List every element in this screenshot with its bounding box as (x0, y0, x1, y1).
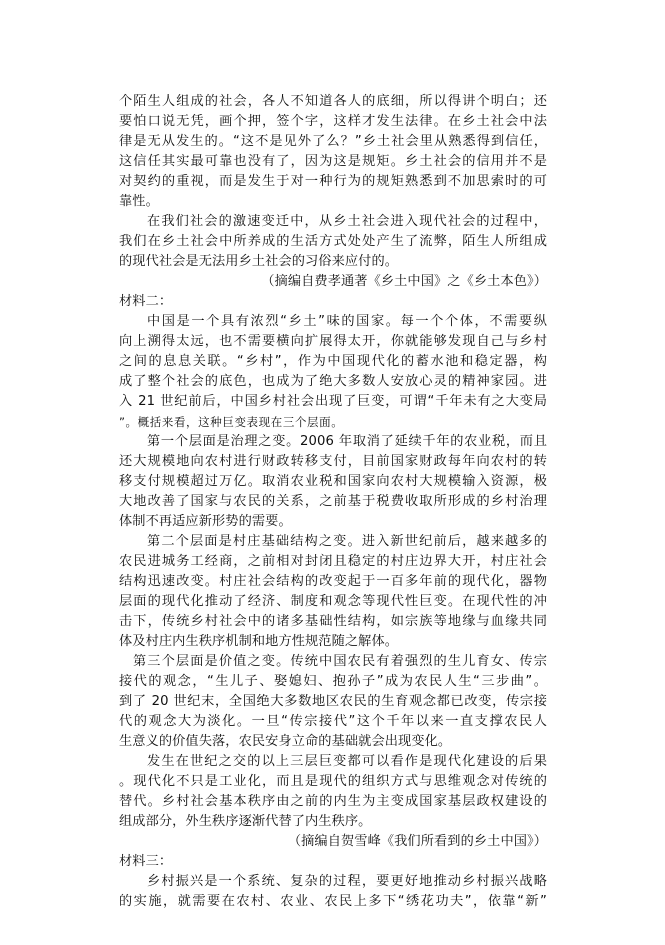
text-line: 靠性。 (119, 194, 159, 209)
text-line: 之间的息息关联。“乡村”，作为中国现代化的蓄水池和稳定器，构 (119, 354, 547, 369)
text-line: 乡村振兴是一个系统、复杂的过程，要更好地推动乡村振兴战略 (147, 874, 547, 889)
text-line: 结构迅速改变。村庄社会结构的改变起于一百多年前的现代化，器物 (119, 574, 547, 589)
text-line: 层面的现代化推动了经济、制度和观念等现代性巨变。在现代性的冲 (119, 594, 547, 609)
text-line: 还大规模地向农村进行财政转移支付，目前国家财政每年向农村的转 (119, 454, 547, 469)
text-line: 发生在世纪之交的以上三层巨变都可以看作是现代化建设的后果 (147, 754, 547, 769)
text-line: 的现代社会是无法用乡土社会的习俗来应付的。 (119, 254, 399, 269)
text-line: ”。概括来看，这种巨变表现在三个层面。 (119, 415, 344, 429)
citation: （摘编自贺雪峰《我们所看到的乡土中国》） (287, 834, 547, 849)
text-line: 的实施，就需要在农村、农业、农民上多下“绣花功夫”，依靠“新” (119, 894, 547, 909)
text-line: 第二个层面是村庄基础结构之变。进入新世纪前后，越来越多的 (147, 534, 547, 549)
text-line: 在我们社会的激速变迁中，从乡土社会进入现代社会的过程中， (147, 214, 547, 229)
text-line: 第一个层面是治理之变。2006 年取消了延续千年的农业税，而且 (147, 434, 547, 449)
text-line: 个陌生人组成的社会，各人不知道各人的底细，所以得讲个明白；还 (119, 94, 547, 109)
text-line: 组成部分，外生秩序逐渐代替了内生秩序。 (119, 814, 372, 829)
text-line: 第三个层面是价值之变。传统中国农民有着强烈的生儿育女、传宗 (133, 654, 547, 669)
citation: （摘编自费孝通著《乡土中国》之《乡土本色》） (261, 274, 547, 289)
text-line: 接代的观念，“生儿子、娶媳妇、抱孙子”成为农民人生“三步曲”。 (119, 674, 547, 689)
text-line: 成了整个社会的底色，也成为了绝大多数人安放心灵的精神家园。进 (119, 374, 547, 389)
text-line: 体及村庄内生秩序机制和地方性规范随之解体。 (119, 634, 399, 649)
text-line: 律是无从发生的。“这不是见外了么？”乡土社会里从熟悉得到信任， (119, 134, 547, 149)
text-line: 这信任其实最可靠也没有了，因为这是规矩。乡土社会的信用并不是 (119, 154, 547, 169)
text-line: 要怕口说无凭，画个押，签个字，这样才发生法律。在乡土社会中法 (119, 114, 547, 129)
text-line: 农民进城务工经商，之前相对封闭且稳定的村庄边界大开，村庄社会 (119, 554, 547, 569)
text-line: 我们在乡土社会中所养成的生活方式处处产生了流弊，陌生人所组成 (119, 234, 547, 249)
text-line: 到了 20 世纪末，全国绝大多数地区农民的生育观念都已改变，传宗接 (119, 694, 547, 709)
text-line: 移支付规模超过万亿。取消农业税和国家向农村大规模输入资源，极 (119, 474, 547, 489)
text-line: 生意义的价值失落，农民安身立命的基础就会出现变化。 (119, 734, 452, 749)
text-line: 对契约的重视，而是发生于对一种行为的规矩熟悉到不加思索时的可 (119, 174, 547, 189)
text-line: 中国是一个具有浓烈“乡土”味的国家。每一个个体，不需要纵 (147, 314, 547, 329)
text-line: 入 21 世纪前后，中国乡村社会出现了巨变，可谓“千年未有之大变局 (119, 394, 547, 409)
section-heading: 材料二： (119, 294, 173, 309)
text-line: 代的观念大为淡化。一旦“传宗接代”这个千年以来一直支撑农民人 (119, 714, 547, 729)
text-line: 向上溯得太远，也不需要横向扩展得太开，你就能够发现自己与乡村 (119, 334, 547, 349)
section-heading: 材料三： (119, 854, 173, 869)
text-line: 体制不再适应新形势的需要。 (119, 514, 292, 529)
text-line: 。现代化不只是工业化，而且是现代的组织方式与思维观念对传统的 (119, 774, 547, 789)
text-line: 替代。乡村社会基本秩序由之前的内生为主变成国家基层政权建设的 (119, 794, 547, 809)
text-line: 大地改善了国家与农民的关系，之前基于税费收取所形成的乡村治理 (119, 494, 547, 509)
text-line: 击下，传统乡村社会中的诸多基础性结构，如宗族等地缘与血缘共同 (119, 614, 547, 629)
